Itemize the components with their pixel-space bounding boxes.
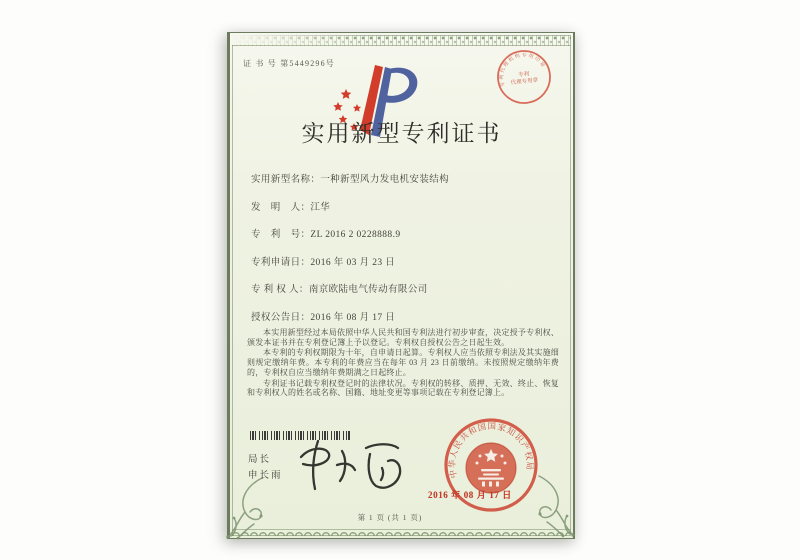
certificate-title: 实用新型专利证书 <box>301 121 502 146</box>
national-emblem-icon <box>466 443 516 493</box>
certificate-page <box>227 32 575 539</box>
field-utility-model-name: 实用新型名称：一种新型风力发电机安装结构 <box>251 175 450 185</box>
official-seal-ring-text: 中华人民共和国国家知识产权局 <box>447 421 535 480</box>
agency-seal-center: 专利 <box>517 71 530 79</box>
field-grant-date: 授权公告日：2016 年 08 月 17 日 <box>251 313 396 323</box>
certificate-number: 证 书 号 第5449296号 <box>243 59 335 68</box>
field-patentee: 专 利 权 人：南京欧陆电气传动有限公司 <box>251 285 428 295</box>
field-inventor: 发 明 人：江华 <box>251 203 331 213</box>
corner-flourish-icon <box>535 472 577 538</box>
field-filing-date: 专利申请日：2016 年 03 月 23 日 <box>251 258 396 268</box>
signer-block <box>248 452 283 484</box>
legal-paragraph: 专利证书记载专利权登记时的法律状况。专利权的转移、质押、无效、终止、恢复和专利权人的姓名或名称、国籍、地址变更等事项记载在专利登记簿上。 <box>247 378 559 398</box>
page-footer: 第 1 页 (共 1 页) <box>357 513 423 522</box>
seal-date: 2016 年 08 月 17 日 <box>428 490 512 500</box>
bottom-scallop-border <box>232 527 571 536</box>
signer-name: 申长雨 <box>248 471 283 481</box>
svg-text:专利代理机构专用印章: 专利代理机构专用印章 <box>499 53 546 88</box>
svg-text:代理专用章: 代理专用章 <box>510 77 539 87</box>
legal-paragraph: 本专利的专利权期限为十年，自申请日起算。专利权人应当依照专利法及其实施细则规定缴纳年费。本专利的年费应当在每年 03 月 23 日前缴纳。未按照规定缴纳年费的，专利权自应当缴纳年费期满之日起终止。 <box>247 348 559 377</box>
field-patent-number: 专 利 号：ZL 2016 2 0228888.9 <box>251 230 401 240</box>
legal-paragraph: 本实用新型经过本局依照中华人民共和国专利法进行初步审查，决定授予专利权、颁发本证书并在专利登记簿上予以登记。专利权自授权公告之日起生效。 <box>247 328 559 347</box>
director-signature <box>294 435 412 499</box>
agency-seal <box>492 45 556 109</box>
legal-text <box>247 328 559 399</box>
top-lace-border <box>232 35 571 46</box>
signer-title: 局长 <box>248 455 272 465</box>
